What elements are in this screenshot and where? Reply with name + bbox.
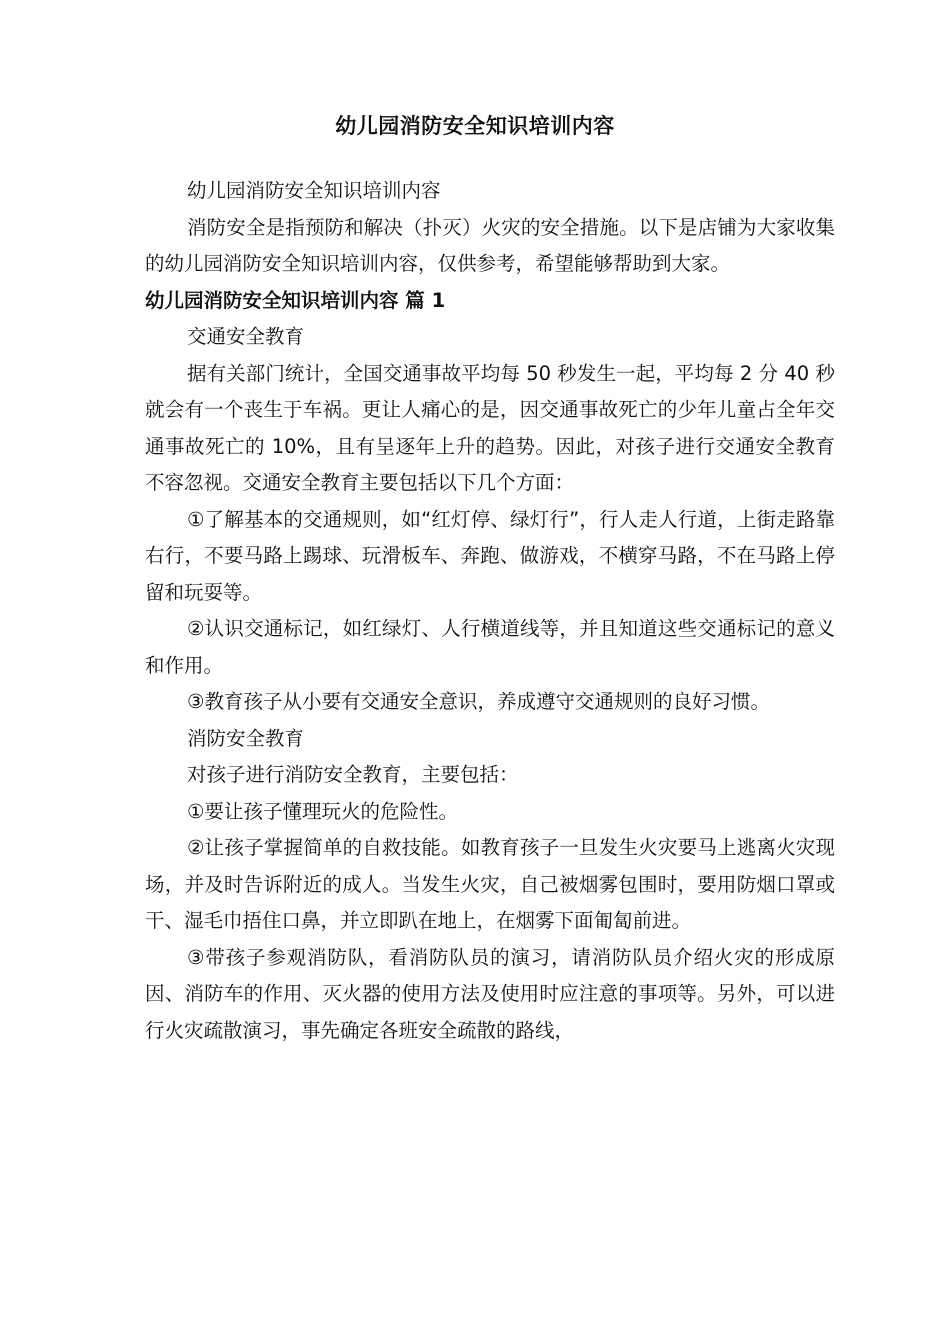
paragraph-fire-intro: 对孩子进行消防安全教育，主要包括： (187, 763, 519, 786)
paragraph-traffic-stats: 据有关部门统计，全国交通事故平均每 50 秒发生一起，平均每 2 分 40 秒就会有一个丧生于车祸。更让人痛心的是，因交通事故死亡的少年儿童占全年交通事故死亡的 10%，且有呈逐年上升的趋势。因此，对孩子进行交通安全教育不容忽视。交通安全教育主要包括以下几个方面： (145, 361, 835, 494)
list-item-traffic-3: ③教育孩子从小要有交通安全意识，养成遵守交通规则的良好习惯。 (187, 690, 770, 713)
document-title: 幼儿园消防安全知识培训内容 (335, 114, 615, 138)
list-item-traffic-1: ①了解基本的交通规则，如“红灯停、绿灯行”，行人走人行道，上街走路靠右行，不要马路上踢球、玩滑板车、奔跑、做游戏，不横穿马路，不在马路上停留和玩耍等。 (145, 507, 835, 604)
list-item-fire-1: ①要让孩子懂理玩火的危险性。 (187, 799, 458, 823)
subheading-fire: 消防安全教育 (187, 726, 305, 750)
list-item-fire-3: ③带孩子参观消防队，看消防队员的演习，请消防队员介绍火灾的形成原因、消防车的作用、灭火器的使用方法及使用时应注意的事项等。另外，可以进行火灾疏散演习，事先确定各班安全疏散的路线， (145, 945, 835, 1042)
subheading-traffic: 交通安全教育 (187, 325, 305, 348)
list-item-traffic-2: ②认识交通标记，如红绿灯、人行横道线等，并且知道这些交通标记的意义和作用。 (145, 617, 835, 677)
intro-paragraph: 消防安全是指预防和解决（扑灭）火灾的安全措施。以下是店铺为大家收集的幼儿园消防安全知识培训内容，仅供参考，希望能够帮助到大家。 (145, 215, 835, 275)
document-body (145, 173, 835, 1049)
subtitle-paragraph: 幼儿园消防安全知识培训内容 (187, 179, 441, 202)
list-item-fire-2: ②让孩子掌握简单的自救技能。如教育孩子一旦发生火灾要马上逃离火灾现场，并及时告诉附近的成人。当发生火灾，自己被烟雾包围时，要用防烟口罩或干、湿毛巾捂住口鼻，并立即趴在地上，在烟雾下面匍匐前进。 (145, 836, 835, 932)
section-heading: 幼儿园消防安全知识培训内容 篇 1 (145, 288, 446, 312)
